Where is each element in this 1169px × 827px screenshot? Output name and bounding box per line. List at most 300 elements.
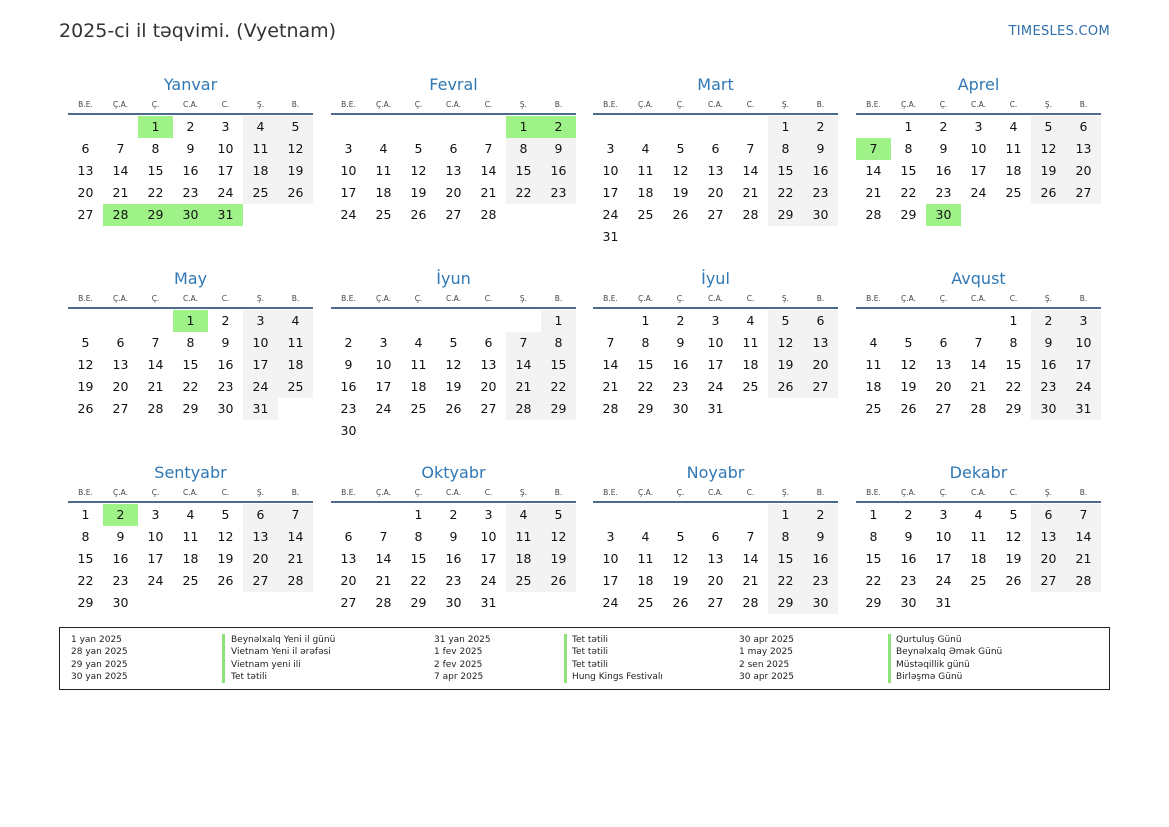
legend-holiday-name: Birləşmə Günü	[896, 672, 963, 683]
weekday-label: B.	[554, 488, 563, 497]
day-cell: 29	[541, 398, 576, 420]
weekday-label: Ş.	[519, 294, 528, 303]
empty-cell	[366, 310, 401, 332]
day-cell: 5	[278, 116, 313, 138]
day-cell: 3	[151, 507, 160, 522]
month-may	[68, 269, 313, 420]
day-cell: 6	[344, 529, 353, 544]
day-cell: 31	[208, 204, 243, 226]
empty-cell	[471, 310, 506, 332]
day-cell: 22	[900, 185, 917, 200]
day-cell: 14	[375, 551, 392, 566]
day-cell: 25	[278, 376, 313, 398]
weekday-label: C.A.	[707, 294, 723, 303]
legend-date: 2 sen 2025	[739, 659, 790, 670]
day-cell: 25	[637, 595, 654, 610]
empty-cell	[208, 592, 243, 614]
legend-bar	[564, 634, 567, 683]
day-cell: 26	[768, 376, 803, 398]
day-cell: 21	[742, 573, 759, 588]
legend-date: 30 apr 2025	[739, 672, 795, 683]
month-title: Dekabr	[949, 463, 1008, 482]
day-cell: 26	[672, 595, 689, 610]
day-cell: 17	[602, 573, 619, 588]
day-grid	[68, 309, 313, 420]
day-cell: 30	[803, 204, 838, 226]
day-cell: 20	[803, 354, 838, 376]
empty-cell	[698, 116, 733, 138]
day-cell: 21	[147, 379, 164, 394]
weekday-label: Ç.	[676, 488, 685, 497]
weekday-header	[68, 99, 313, 115]
day-cell: 8	[186, 335, 195, 350]
legend-holiday-name: Qurtuluş Günü	[896, 635, 962, 645]
day-cell: 5	[1031, 116, 1066, 138]
empty-cell	[961, 592, 996, 614]
weekday-label: Ş.	[1044, 488, 1053, 497]
day-cell: 19	[900, 379, 917, 394]
weekday-label: B.	[291, 294, 300, 303]
day-cell: 9	[676, 335, 685, 350]
day-cell: 18	[278, 354, 313, 376]
month-title: Sentyabr	[154, 463, 227, 482]
day-cell: 20	[112, 379, 129, 394]
day-cell: 13	[707, 551, 724, 566]
day-cell: 5	[904, 335, 913, 350]
day-cell: 13	[445, 163, 462, 178]
weekday-label: Ş.	[256, 294, 265, 303]
day-cell: 21	[742, 185, 759, 200]
day-cell: 15	[182, 357, 199, 372]
day-cell: 6	[81, 141, 90, 156]
day-cell: 9	[221, 335, 230, 350]
day-cell: 13	[340, 551, 357, 566]
month-yanvar	[68, 75, 313, 226]
day-cell: 4	[278, 310, 313, 332]
day-cell: 14	[742, 163, 759, 178]
day-cell: 24	[243, 376, 278, 398]
day-cell: 18	[637, 185, 654, 200]
day-cell: 29	[768, 592, 803, 614]
day-cell: 27	[77, 207, 94, 222]
day-cell: 15	[865, 551, 882, 566]
day-cell: 18	[182, 551, 199, 566]
day-cell: 14	[742, 551, 759, 566]
weekday-label: C.A.	[970, 488, 986, 497]
day-cell: 7	[746, 141, 755, 156]
day-cell: 22	[147, 185, 164, 200]
day-cell: 23	[112, 573, 129, 588]
day-cell: 10	[602, 163, 619, 178]
day-cell: 13	[112, 357, 129, 372]
weekday-label: B.	[554, 100, 563, 109]
empty-cell	[628, 226, 663, 248]
weekday-label: B.E.	[78, 100, 93, 109]
weekday-label: C.A.	[445, 100, 461, 109]
day-cell: 4	[414, 335, 423, 350]
weekday-label: Ş.	[256, 100, 265, 109]
day-cell: 26	[900, 401, 917, 416]
weekday-label: B.	[1079, 488, 1088, 497]
weekday-label: Ç.	[414, 294, 423, 303]
day-cell: 20	[1031, 548, 1066, 570]
month-title: Avqust	[951, 269, 1006, 288]
day-cell: 6	[116, 335, 125, 350]
day-cell: 13	[77, 163, 94, 178]
day-cell: 13	[803, 332, 838, 354]
weekday-label: B.	[816, 488, 825, 497]
day-cell: 17	[340, 185, 357, 200]
day-cell: 20	[707, 573, 724, 588]
legend-date: 7 apr 2025	[434, 672, 484, 683]
day-cell: 2	[344, 335, 353, 350]
empty-cell	[436, 310, 471, 332]
day-cell: 2	[939, 119, 948, 134]
day-cell: 23	[217, 379, 234, 394]
month-title: İyul	[701, 269, 730, 288]
weekday-header	[856, 293, 1101, 309]
day-cell: 1	[506, 116, 541, 138]
day-cell: 11	[865, 357, 882, 372]
day-cell: 8	[541, 332, 576, 354]
empty-cell	[1066, 592, 1101, 614]
day-cell: 31	[480, 595, 497, 610]
weekday-label: Ç.	[676, 100, 685, 109]
legend-dates	[71, 634, 128, 684]
day-cell: 17	[935, 551, 952, 566]
page-title: 2025-ci il təqvimi. (Vyetnam)	[59, 20, 337, 42]
day-cell: 14	[865, 163, 882, 178]
day-cell: 4	[243, 116, 278, 138]
day-cell: 2	[541, 116, 576, 138]
day-cell: 29	[900, 207, 917, 222]
empty-cell	[366, 420, 401, 442]
day-cell: 19	[672, 573, 689, 588]
day-grid	[331, 115, 576, 226]
day-cell: 23	[803, 182, 838, 204]
month-i̇yul	[593, 269, 838, 420]
day-cell: 29	[1005, 401, 1022, 416]
day-cell: 8	[414, 529, 423, 544]
month-title: Oktyabr	[421, 463, 486, 482]
empty-cell	[541, 592, 576, 614]
empty-cell	[366, 116, 401, 138]
weekday-label: Ç.A.	[112, 294, 128, 303]
day-cell: 29	[768, 204, 803, 226]
day-cell: 22	[410, 573, 427, 588]
day-cell: 8	[151, 141, 160, 156]
day-cell: 25	[865, 401, 882, 416]
day-cell: 3	[939, 507, 948, 522]
day-cell: 7	[151, 335, 160, 350]
day-cell: 18	[410, 379, 427, 394]
day-cell: 28	[970, 401, 987, 416]
empty-cell	[138, 592, 173, 614]
day-cell: 26	[541, 570, 576, 592]
holiday-legend	[59, 627, 1110, 690]
day-cell: 19	[672, 185, 689, 200]
day-cell: 15	[637, 357, 654, 372]
day-cell: 10	[1066, 332, 1101, 354]
month-title: Mart	[697, 75, 734, 94]
month-oktyabr	[331, 463, 576, 614]
weekday-header	[856, 99, 1101, 115]
empty-cell	[628, 116, 663, 138]
day-cell: 8	[869, 529, 878, 544]
day-cell: 25	[243, 182, 278, 204]
day-cell: 3	[711, 313, 720, 328]
month-sentyabr	[68, 463, 313, 614]
empty-cell	[733, 116, 768, 138]
site-link[interactable]: TIMESLES.COM	[1008, 24, 1110, 39]
weekday-label: B.	[816, 100, 825, 109]
day-cell: 10	[707, 335, 724, 350]
weekday-label: Ç.	[414, 488, 423, 497]
day-cell: 21	[865, 185, 882, 200]
day-cell: 23	[445, 573, 462, 588]
empty-cell	[733, 226, 768, 248]
empty-cell	[593, 116, 628, 138]
day-cell: 18	[637, 573, 654, 588]
day-cell: 24	[602, 595, 619, 610]
day-cell: 14	[602, 357, 619, 372]
day-cell: 12	[77, 357, 94, 372]
legend-date: 1 yan 2025	[71, 635, 122, 645]
day-cell: 10	[375, 357, 392, 372]
weekday-label: C.	[1009, 294, 1018, 303]
day-cell: 26	[1005, 573, 1022, 588]
day-cell: 6	[243, 504, 278, 526]
weekday-label: Ş.	[256, 488, 265, 497]
weekday-label: Ç.A.	[900, 294, 916, 303]
day-cell: 4	[974, 507, 983, 522]
empty-cell	[768, 226, 803, 248]
day-cell: 21	[375, 573, 392, 588]
day-cell: 4	[641, 141, 650, 156]
day-cell: 28	[278, 570, 313, 592]
day-cell: 21	[970, 379, 987, 394]
weekday-label: Ç.A.	[112, 488, 128, 497]
day-cell: 1	[904, 119, 913, 134]
weekday-label: B.	[1079, 100, 1088, 109]
day-cell: 23	[900, 573, 917, 588]
day-cell: 22	[768, 182, 803, 204]
day-cell: 16	[900, 551, 917, 566]
weekday-label: B.	[1079, 294, 1088, 303]
day-cell: 27	[707, 207, 724, 222]
weekday-header	[68, 293, 313, 309]
empty-cell	[996, 592, 1031, 614]
day-cell: 12	[672, 163, 689, 178]
day-cell: 19	[278, 160, 313, 182]
day-cell: 7	[484, 141, 493, 156]
day-cell: 6	[1031, 504, 1066, 526]
empty-cell	[401, 420, 436, 442]
empty-cell	[698, 226, 733, 248]
empty-cell	[961, 310, 996, 332]
weekday-label: C.A.	[445, 294, 461, 303]
weekday-label: Ç.	[151, 294, 160, 303]
day-cell: 28	[742, 595, 759, 610]
day-cell: 17	[375, 379, 392, 394]
day-cell: 23	[672, 379, 689, 394]
day-grid	[856, 309, 1101, 420]
empty-cell	[506, 310, 541, 332]
day-cell: 23	[803, 570, 838, 592]
empty-cell	[733, 398, 768, 420]
day-cell: 9	[116, 529, 125, 544]
legend-date: 31 yan 2025	[434, 635, 491, 645]
day-cell: 7	[379, 529, 388, 544]
day-cell: 25	[410, 401, 427, 416]
weekday-label: B.E.	[78, 488, 93, 497]
day-cell: 27	[445, 207, 462, 222]
day-cell: 28	[602, 401, 619, 416]
day-cell: 22	[506, 182, 541, 204]
empty-cell	[891, 310, 926, 332]
empty-cell	[1031, 592, 1066, 614]
empty-cell	[243, 592, 278, 614]
month-aprel	[856, 75, 1101, 226]
weekday-header	[593, 99, 838, 115]
day-cell: 26	[278, 182, 313, 204]
weekday-label: Ç.A.	[112, 100, 128, 109]
weekday-label: Ç.	[151, 488, 160, 497]
day-cell: 28	[865, 207, 882, 222]
day-grid	[593, 309, 838, 420]
day-cell: 16	[112, 551, 129, 566]
day-cell: 28	[506, 398, 541, 420]
day-cell: 15	[1005, 357, 1022, 372]
day-cell: 12	[445, 357, 462, 372]
weekday-label: C.A.	[182, 488, 198, 497]
day-cell: 5	[1009, 507, 1018, 522]
day-cell: 29	[138, 204, 173, 226]
day-cell: 8	[506, 138, 541, 160]
weekday-label: Ç.	[414, 100, 423, 109]
day-cell: 30	[340, 423, 357, 438]
day-cell: 2	[803, 116, 838, 138]
day-cell: 1	[1009, 313, 1018, 328]
weekday-label: Ş.	[1044, 100, 1053, 109]
day-cell: 2	[904, 507, 913, 522]
day-grid	[593, 115, 838, 248]
empty-cell	[173, 592, 208, 614]
day-cell: 24	[1066, 376, 1101, 398]
day-grid	[856, 503, 1101, 614]
day-cell: 2	[1031, 310, 1066, 332]
month-title: İyun	[436, 269, 471, 288]
day-cell: 5	[449, 335, 458, 350]
day-cell: 23	[935, 185, 952, 200]
day-cell: 6	[711, 141, 720, 156]
month-avqust	[856, 269, 1101, 420]
day-cell: 10	[147, 529, 164, 544]
day-cell: 17	[480, 551, 497, 566]
day-cell: 25	[506, 570, 541, 592]
day-cell: 15	[506, 160, 541, 182]
day-cell: 30	[803, 592, 838, 614]
day-cell: 26	[1031, 182, 1066, 204]
weekday-label: Ç.	[939, 488, 948, 497]
day-cell: 22	[1005, 379, 1022, 394]
day-cell: 31	[707, 401, 724, 416]
day-cell: 9	[186, 141, 195, 156]
day-cell: 11	[637, 163, 654, 178]
day-cell: 23	[1031, 376, 1066, 398]
day-cell: 8	[81, 529, 90, 544]
day-cell: 10	[217, 141, 234, 156]
day-cell: 12	[900, 357, 917, 372]
day-cell: 1	[414, 507, 423, 522]
day-cell: 17	[243, 354, 278, 376]
empty-cell	[471, 420, 506, 442]
weekday-label: Ç.	[939, 100, 948, 109]
day-cell: 11	[278, 332, 313, 354]
day-cell: 16	[445, 551, 462, 566]
day-cell: 12	[278, 138, 313, 160]
day-cell: 1	[541, 310, 576, 332]
empty-cell	[961, 204, 996, 226]
day-grid	[331, 503, 576, 614]
day-cell: 3	[974, 119, 983, 134]
empty-cell	[436, 116, 471, 138]
empty-cell	[663, 116, 698, 138]
day-cell: 27	[1031, 570, 1066, 592]
day-cell: 9	[939, 141, 948, 156]
month-title: May	[173, 269, 208, 288]
day-cell: 24	[217, 185, 234, 200]
day-cell: 12	[541, 526, 576, 548]
day-cell: 18	[506, 548, 541, 570]
day-cell: 21	[278, 548, 313, 570]
day-cell: 3	[1066, 310, 1101, 332]
empty-cell	[803, 226, 838, 248]
legend-holiday-name: Vietnam Yeni il ərəfəsi	[231, 647, 331, 658]
day-cell: 31	[243, 398, 278, 420]
day-cell: 1	[173, 310, 208, 332]
legend-dates	[739, 634, 794, 684]
day-cell: 8	[768, 138, 803, 160]
weekday-label: B.E.	[603, 294, 618, 303]
month-i̇yun	[331, 269, 576, 442]
weekday-label: C.A.	[707, 488, 723, 497]
day-cell: 15	[410, 551, 427, 566]
day-cell: 17	[707, 357, 724, 372]
empty-cell	[1066, 204, 1101, 226]
weekday-label: B.E.	[866, 100, 881, 109]
weekday-label: C.	[221, 100, 230, 109]
day-cell: 19	[445, 379, 462, 394]
legend-date: 1 fev 2025	[434, 647, 483, 658]
day-cell: 28	[1066, 570, 1101, 592]
day-cell: 31	[935, 595, 952, 610]
day-grid	[331, 309, 576, 442]
day-cell: 20	[445, 185, 462, 200]
day-cell: 17	[970, 163, 987, 178]
weekday-label: C.A.	[707, 100, 723, 109]
day-cell: 16	[182, 163, 199, 178]
weekday-header	[593, 293, 838, 309]
day-cell: 18	[865, 379, 882, 394]
legend-holiday-name: Tet tətili	[231, 672, 267, 683]
day-cell: 8	[1009, 335, 1018, 350]
day-cell: 11	[742, 335, 759, 350]
day-cell: 10	[935, 529, 952, 544]
empty-cell	[436, 420, 471, 442]
day-cell: 4	[186, 507, 195, 522]
day-cell: 9	[1031, 332, 1066, 354]
